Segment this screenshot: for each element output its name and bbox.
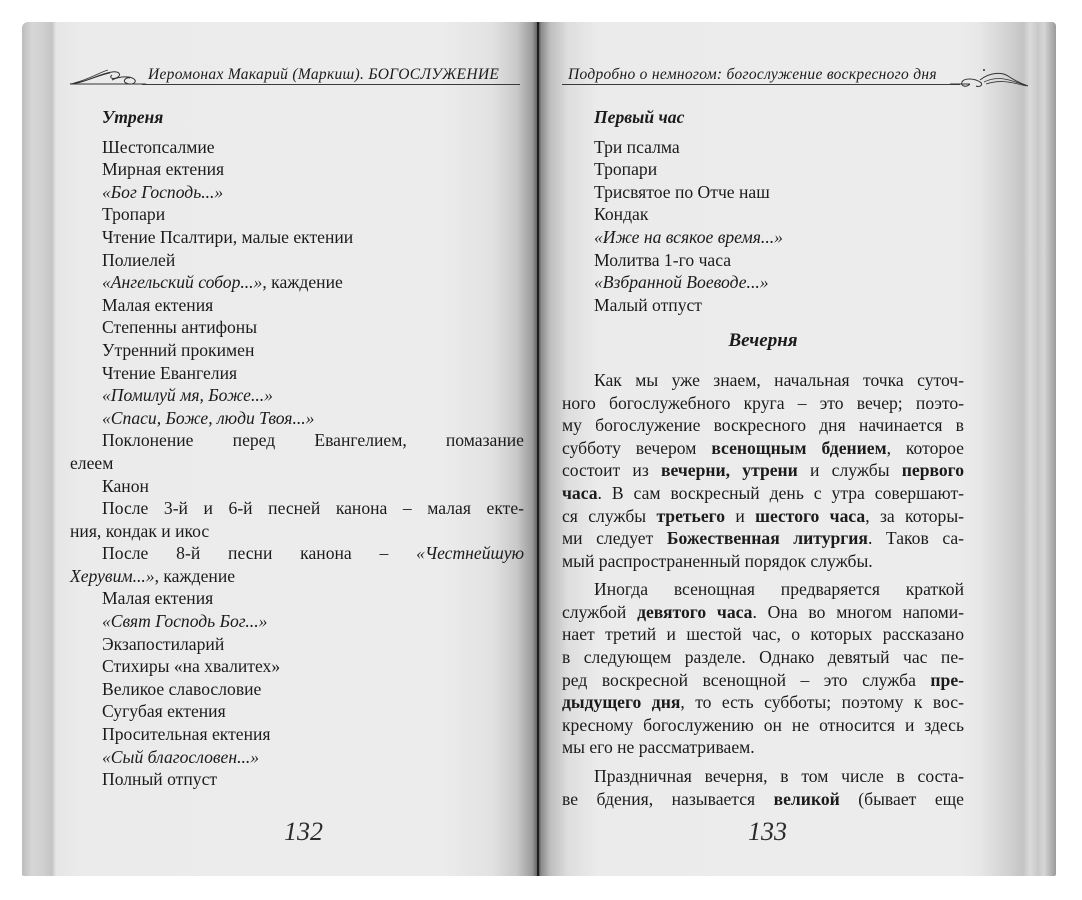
list-item: Чтение Евангелия [102,362,238,383]
paragraph-line: нает третий и шестой час, о которых рассказано [562,624,964,645]
bold-term: третьего [656,505,725,526]
list-item-line: Поклонение перед Евангелием, помазание [102,430,524,451]
list-item: Трисвятое по Отче наш [594,181,770,202]
right-page [538,22,1056,876]
text-run: , за которы- [865,505,964,526]
list-item: Полиелей [102,249,176,270]
list-item: Канон [102,475,149,496]
list-item: «Помилуй мя, Боже...» [102,385,273,406]
paragraph-line: кресному богослужению он не относится и здесь [562,714,964,735]
paragraph-line: му богослужение воскресного дня начинается в [562,415,964,436]
list-item: «Свят Господь Бог...» [102,611,268,632]
text-run: . Она во многом напоми- [752,601,965,622]
text-run: состоит из [562,460,662,481]
running-head-rule [562,84,960,85]
list-item: Великое славословие [102,678,262,699]
list-item: «Иже на всякое время...» [594,226,783,247]
page-body [70,106,524,791]
list-item-line: елеем [70,452,114,473]
text-run: ред воскресной всенощной – это служба [562,669,931,690]
list-item-tail: , каждение [262,272,343,293]
page-number: 132 [284,817,323,846]
page-number: 133 [748,817,787,846]
list-item: Малая ектения [102,294,214,315]
list-item: Степенны антифоны [102,317,258,338]
list-item-line [70,565,524,588]
flourish-ornament-icon [68,64,146,88]
paragraph-line [562,691,964,714]
paragraph-line [562,788,964,811]
list-item: Кондак [594,204,649,225]
list-item: Просительная ектения [102,724,271,745]
paragraph-line [562,669,964,692]
paragraph-line [562,482,964,505]
list-item: Три псалма [594,136,680,157]
paragraph-line: ного богослужебного круга – это вечер; поэто- [562,392,964,413]
bold-term: дыдущего дня [562,692,681,713]
text-run: службой [562,601,638,622]
list-item-line: ния, кондак и икос [70,520,210,541]
list-item: Тропари [102,204,166,225]
list-item-line [70,542,524,565]
list-item: Тропари [594,159,658,180]
section-title: Первый час [594,107,685,127]
bold-term: часа [562,482,598,503]
text-run: ве бдения, называется [562,788,774,809]
paragraph-line: мый распространенный порядок службы. [562,550,873,571]
text-run: (бывает еще [839,788,964,809]
quote-text: Херувим...» [70,565,155,586]
list-item: «Взбранной Воеводе...» [594,272,769,293]
text-run: ся службы [562,505,657,526]
list-item: Молитва 1-го часа [594,249,732,270]
paragraph-line: Иногда всенощная предваряется краткой [594,579,964,600]
running-head: Иеромонах Макарий (Маркиш). БОГОСЛУЖЕНИЕ [148,66,500,83]
page-body [562,106,964,810]
bold-term: великой [773,788,840,809]
bold-term: пре- [930,669,964,690]
left-page [22,22,538,876]
list-item: Мирная ектения [102,159,225,180]
list-item-tail: , каждение [154,565,236,586]
bold-term: всенощным бдением [711,437,887,458]
list-item: Стихиры «на хвалитех» [102,656,281,677]
quote-text: «Честнейшую [416,543,524,564]
list-item [70,271,524,294]
text-run: . В сам воскресный день с утра совершают- [597,482,964,503]
list-item: «Бог Господь...» [102,181,224,202]
running-head-rule [142,84,520,85]
text-run: и службы [797,460,902,481]
text-run: субботу вечером [562,437,712,458]
list-item: Шестопсалмие [102,136,215,157]
paragraph-line [562,437,964,460]
bold-term: шестого часа [755,505,866,526]
list-item: Малый отпуст [594,294,702,315]
list-item: «Спаси, Боже, люди Твоя...» [102,407,315,428]
paragraph-line: мы его не рассматриваем. [562,737,755,758]
paragraph-line [562,459,964,482]
text-run: , которое [886,437,964,458]
bold-term: Божественная литургия [666,528,868,549]
bold-term: вечерни, утрени [661,460,798,481]
text-run: и [725,505,756,526]
subsection-title: Вечерня [728,330,798,352]
paragraph-line: Как мы уже знаем, начальная точка суточ- [594,369,964,390]
list-item: Утренний прокимен [102,339,255,360]
bold-term: первого [901,460,965,481]
section-title: Утреня [102,107,164,127]
paragraph-line [562,505,964,528]
text-run: ми следует [562,528,667,549]
text-run: , то есть субботы; поэтому к вос- [680,692,964,713]
list-item: Сугубая ектения [102,701,226,722]
text-run: . Таков са- [867,528,965,549]
running-head: Подробно о немногом: богослужение воскресного дня [568,66,937,83]
list-item-line: После 3-й и 6-й песней канона – малая екте- [102,498,524,519]
list-item: Полный отпуст [102,769,218,790]
paragraph-line [562,601,964,624]
flourish-ornament-icon [950,66,1030,90]
paragraph-line: в следующем разделе. Однако девятый час пе- [562,647,964,668]
list-item: Экзапостиларий [102,633,225,654]
book-gutter [537,22,539,876]
list-item: «Сый благословен...» [102,746,260,767]
list-item: Малая ектения [102,588,214,609]
paragraph-line: Праздничная вечерня, в том числе в соста- [594,766,964,787]
list-item-text: После 8-й песни канона – [102,543,417,564]
open-book-spread [22,22,1056,876]
bold-term: девятого часа [637,601,753,622]
quote-text: «Ангельский собор...» [102,272,263,293]
list-item: Чтение Псалтири, малые ектении [102,226,354,247]
paragraph-line [562,527,964,550]
